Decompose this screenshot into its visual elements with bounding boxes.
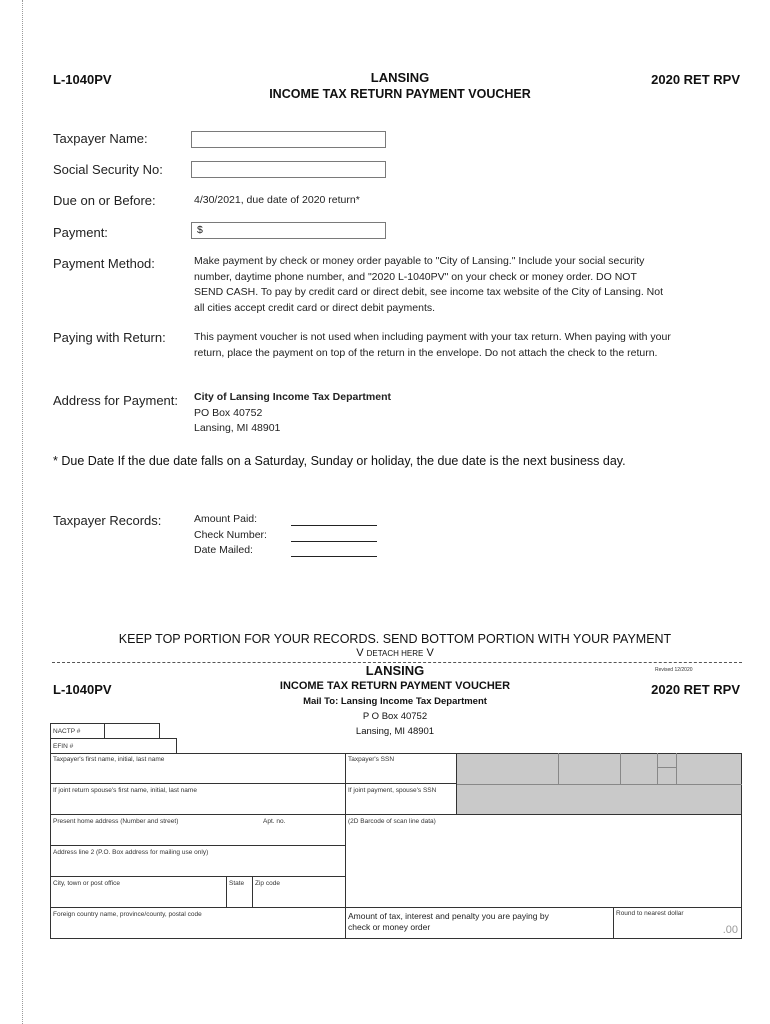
detach-here [40, 647, 750, 659]
address-line-city: Lansing, MI 48901 [194, 422, 281, 434]
method-line: number, daytime phone number, and "2020 L-1040PV" on your check or money order. DO NOT [194, 270, 637, 283]
due-value: 4/30/2021, due date of 2020 return* [194, 194, 360, 206]
home-address-label: Present home address (Number and street) [53, 818, 179, 825]
address-line2-label: Address line 2 (P.O. Box address for mailing use only) [53, 849, 209, 856]
return-line: return, place the payment on top of the return in the envelope. Do not attach the check to the return. [194, 346, 658, 359]
check-number-line[interactable] [291, 541, 377, 542]
voucher-year-type: 2020 RET RPV [651, 682, 740, 697]
ssn-input[interactable] [191, 161, 386, 178]
spouse-ssn-field[interactable] [345, 783, 457, 815]
method-text [194, 254, 724, 316]
taxpayer-name-input[interactable] [191, 131, 386, 148]
form-title: INCOME TAX RETURN PAYMENT VOUCHER [269, 87, 531, 101]
home-address-field[interactable] [50, 814, 346, 846]
amount-label [348, 911, 549, 933]
zip-field[interactable] [252, 876, 346, 908]
spouse-ssn-label: If joint payment, spouse's SSN [348, 787, 437, 794]
detach-here-label: DETACH HERE [366, 649, 424, 658]
barcode-label: (2D Barcode of scan line data) [348, 818, 436, 825]
efin-label: EFIN # [53, 743, 74, 750]
return-text [194, 330, 734, 361]
spouse-name-label: If joint return spouse's first name, initial, last name [53, 787, 197, 794]
zip-label: Zip code [255, 880, 280, 887]
city-field[interactable] [50, 876, 227, 908]
date-mailed-line[interactable] [291, 556, 377, 557]
due-label: Due on or Before: [53, 193, 156, 208]
first-name-label: Taxpayer's first name, initial, last name [53, 756, 165, 763]
gray-divider [620, 753, 621, 784]
page-edge-dotted-line [22, 0, 23, 1024]
method-line: all cities accept credit card or direct debit payments. [194, 301, 436, 314]
taxpayer-name-label: Taxpayer Name: [53, 131, 148, 146]
ssn-field-label: Taxpayer's SSN [348, 756, 395, 763]
dollar-sign: $ [197, 224, 203, 236]
voucher-form-id: L-1040PV [53, 682, 112, 697]
city-heading: LANSING [370, 70, 430, 85]
payment-label: Payment: [53, 225, 108, 240]
address-line-pobox: PO Box 40752 [194, 406, 263, 419]
voucher-city-state: Lansing, MI 48901 [355, 726, 435, 737]
foreign-address-label: Foreign country name, province/county, postal code [53, 911, 202, 918]
amount-label-line: Amount of tax, interest and penalty you are paying by [348, 911, 549, 921]
ssn-label: Social Security No: [53, 162, 163, 177]
round-label: Round to nearest dollar [616, 910, 684, 917]
form-id: L-1040PV [53, 72, 112, 87]
state-label: State [229, 880, 245, 887]
method-line: Make payment by check or money order payable to "City of Lansing." Include your social security [194, 255, 645, 267]
records-check-number: Check Number: [194, 528, 267, 541]
cents-suffix: .00 [722, 924, 738, 936]
barcode-area [345, 814, 742, 908]
first-name-field[interactable] [50, 753, 346, 784]
records-date-mailed: Date Mailed: [194, 544, 253, 556]
apt-label: Apt. no. [263, 818, 286, 825]
return-line: This payment voucher is not used when including payment with your tax return. When paying with your [194, 331, 671, 343]
voucher-po-box: P O Box 40752 [362, 711, 428, 722]
amount-input[interactable] [613, 907, 742, 939]
return-label: Paying with Return: [53, 330, 166, 345]
method-line: SEND CASH. To pay by credit card or direct debit, see income tax website of the City of Lansing. Not [194, 286, 664, 298]
down-arrow-icon: V [356, 647, 364, 659]
address-label: Address for Payment: [53, 393, 178, 408]
foreign-address-field[interactable] [50, 907, 346, 939]
payment-input[interactable] [191, 222, 386, 239]
amount-label-line: check or money order [348, 922, 431, 932]
records-list [194, 512, 267, 559]
amount-paid-line[interactable] [291, 525, 377, 526]
mail-to: Mail To: Lansing Income Tax Department [303, 696, 487, 707]
year-type: 2020 RET RPV [651, 72, 740, 87]
gray-divider [456, 784, 742, 785]
voucher-title: INCOME TAX RETURN PAYMENT VOUCHER [279, 680, 511, 692]
nactp-label: NACTP # [53, 728, 81, 735]
keep-instruction: KEEP TOP PORTION FOR YOUR RECORDS. SEND BOTTOM PORTION WITH YOUR PAYMENT [118, 632, 672, 646]
down-arrow-icon: V [426, 647, 434, 659]
records-label: Taxpayer Records: [53, 513, 162, 528]
gray-divider [558, 753, 559, 784]
revised-date: Revised 12/2020 [655, 667, 693, 673]
gray-small-box [657, 768, 677, 784]
address-line-dept: City of Lansing Income Tax Department [194, 391, 392, 403]
efin-box[interactable] [50, 738, 177, 754]
records-amount-paid: Amount Paid: [194, 513, 258, 525]
amount-label-cell [345, 907, 614, 939]
method-label: Payment Method: [53, 256, 155, 271]
gray-small-box [657, 753, 677, 768]
voucher-city: LANSING [365, 663, 425, 678]
due-date-note: * Due Date If the due date falls on a Saturday, Sunday or holiday, the due date is the next business day. [53, 454, 626, 468]
spouse-name-field[interactable] [50, 783, 346, 815]
ssn-field[interactable] [345, 753, 457, 784]
address-line2-field[interactable] [50, 845, 346, 877]
city-label: City, town or post office [53, 880, 120, 887]
nactp-value-box[interactable] [104, 723, 160, 739]
state-field[interactable] [226, 876, 253, 908]
address-block [194, 390, 494, 437]
